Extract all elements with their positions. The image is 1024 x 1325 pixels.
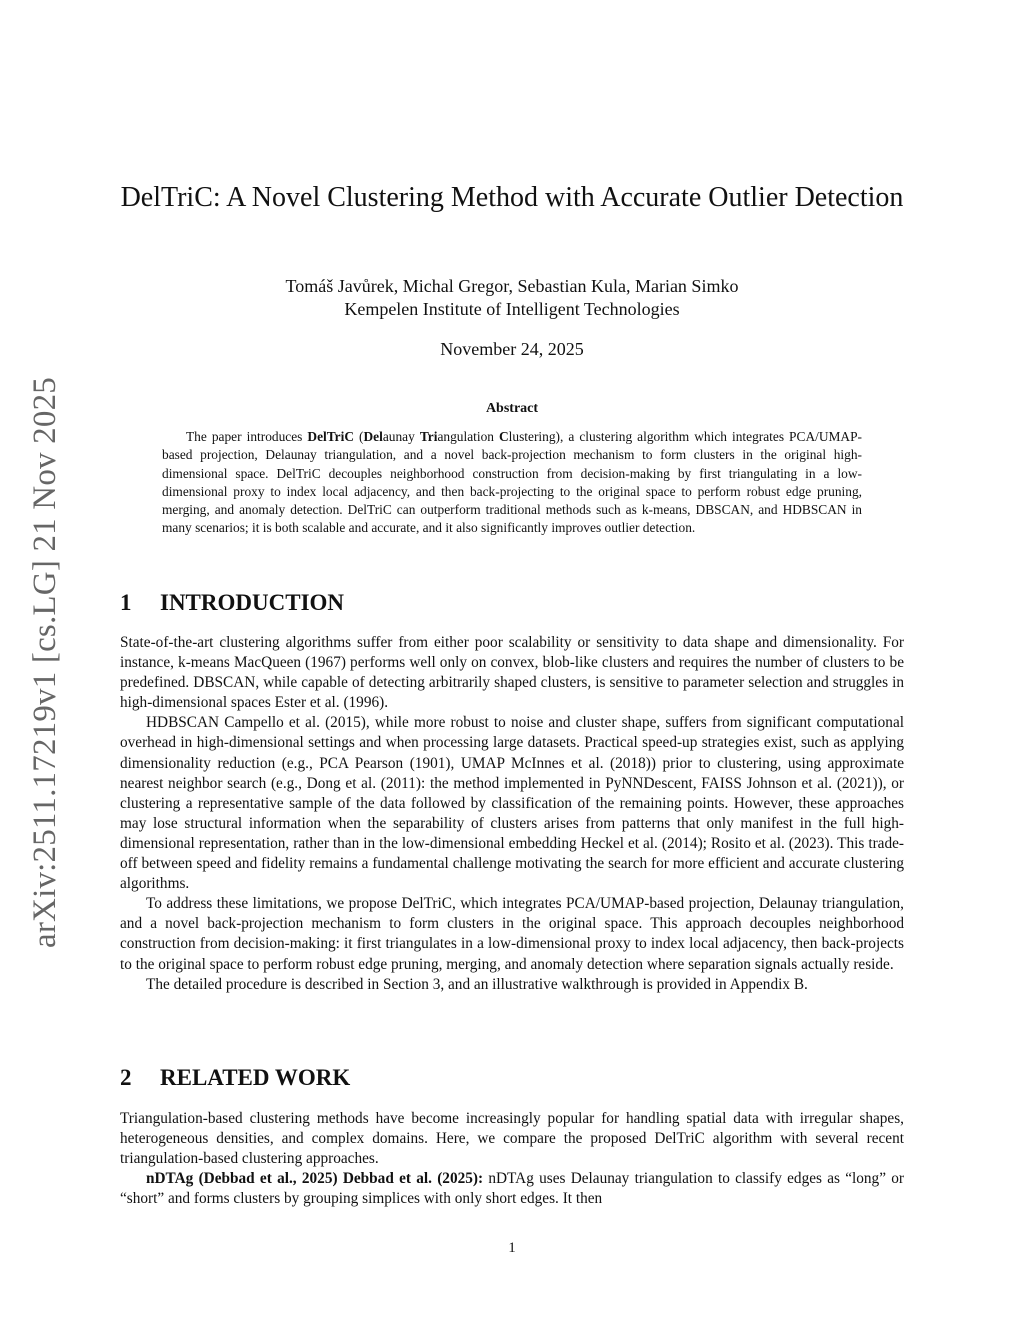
section-title: RELATED WORK: [160, 1065, 351, 1090]
abstract-text: [162, 428, 862, 538]
related-work-body: [120, 1109, 904, 1209]
arxiv-id: arXiv:2511.17219v1 [cs.LG] 21 Nov 2025: [26, 377, 63, 948]
abstract-acronym-del: Del: [363, 429, 383, 444]
affiliation: Kempelen Institute of Intelligent Technologies: [344, 299, 680, 319]
publication-date: November 24, 2025: [440, 339, 584, 359]
abstract-rest: , a clustering algorithm which integrates PCA/UMAP-based projection, Delaunay triangulation, and a novel back-projection mechanism to form clusters in the original high-dimensional space. DelTriC decouples neighborhood construction from decision-making by first triangulating in a low-dimensional proxy to index local adjacency, and then back-projecting to the original space to perform robust edge pruning, merging, and anomaly detection. DelTriC can outperform traditional methods such as k-means, DBSCAN, and HDBSCAN in many scenarios; it is both scalable and accurate, and it also significantly improves outlier detection.: [162, 429, 862, 536]
arxiv-stamp: [18, 365, 72, 960]
section-title: INTRODUCTION: [160, 590, 345, 615]
abstract-acronym-c-rest: lustering): [508, 429, 560, 444]
page-number: 1: [508, 1240, 516, 1256]
abstract-heading: Abstract: [485, 401, 539, 416]
section-heading-introduction: [120, 589, 344, 617]
section-heading-related-work: [120, 1064, 350, 1092]
abstract-acronym-del-rest: aunay: [382, 429, 420, 444]
ndtag-label: nDTAg (Debbad et al., 2025) Debbad et al. (2025):: [146, 1170, 484, 1188]
paragraph-ndtag: [120, 1169, 904, 1209]
paragraph: The detailed procedure is described in Section 3, and an illustrative walkthrough is provided in Appendix B.: [146, 975, 808, 993]
abstract-acronym-tri: Tri: [419, 429, 438, 444]
abstract-paren: (: [354, 429, 364, 444]
paragraph: To address these limitations, we propose DelTriC, which integrates PCA/UMAP-based projection, Delaunay triangulation, and a novel back-projection mechanism to form clusters in the original space. This approach decouples neighborhood construction from decision-making: it first triangulates in a low-dimensional proxy to index local adjacency, then back-projects to the original space to perform robust edge pruning, merging, and anomaly detection where separation signals actually reside.: [120, 895, 904, 973]
paper-title: DelTriC: A Novel Clustering Method with Accurate Outlier Detection: [120, 182, 904, 213]
section-number: 1: [120, 590, 132, 615]
author-list: Tomáš Javůrek, Michal Gregor, Sebastian Kula, Marian Simko: [285, 276, 739, 296]
paragraph: Triangulation-based clustering methods have become increasingly popular for handling spatial data with irregular shapes, heterogeneous densities, and complex domains. Here, we compare the proposed DelTriC algorithm with several recent triangulation-based clustering approaches.: [120, 1110, 904, 1168]
abstract-acronym-c: C: [499, 429, 509, 444]
paragraph: State-of-the-art clustering algorithms suffer from either poor scalability or sensitivity to data shape and dimensionality. For instance, k-means MacQueen (1967) performs well only on convex, blob-like clusters and requires the number of clusters to be predefined. DBSCAN, while capable of detecting arbitrarily shaped clusters, is sensitive to parameter selection and struggles in high-dimensional spaces Ester et al. (1996).: [120, 634, 904, 712]
section-number: 2: [120, 1065, 132, 1090]
paragraph: HDBSCAN Campello et al. (2015), while more robust to noise and cluster shape, suffers from significant computational overhead in high-dimensional settings and when processing large datasets. Practical speed-up strategies exist, such as applying dimensionality reduction (e.g., PCA Pearson (1901), UMAP McInnes et al. (2018)) prior to clustering, using approximate nearest neighbor search (e.g., Dong et al. (2011): the method implemented in PyNNDescent, FAISS Johnson et al. (2021)), or clustering a representative sample of the data followed by classification of the remaining points. However, these approaches may lose structural information when the separability of clusters arises from patterns that only manifest in the full high-dimensional representation, rather than in the low-dimensional embedding Heckel et al. (2014); Rosito et al. (2023). This trade-off between speed and fidelity remains a fundamental challenge motivating the search for more efficient and accurate clustering algorithms.: [120, 714, 904, 893]
abstract-intro: The paper introduces: [186, 429, 308, 444]
ndtag-text: nDTAg uses Delaunay triangulation to classify edges as “long” or “short” and forms clusters by grouping simplices with only short edges. It then: [120, 1170, 904, 1208]
abstract-acronym-tri-rest: angulation: [437, 429, 499, 444]
introduction-body: [120, 633, 904, 995]
author-block: [120, 275, 904, 321]
abstract-method-name: DelTriC: [307, 429, 355, 444]
